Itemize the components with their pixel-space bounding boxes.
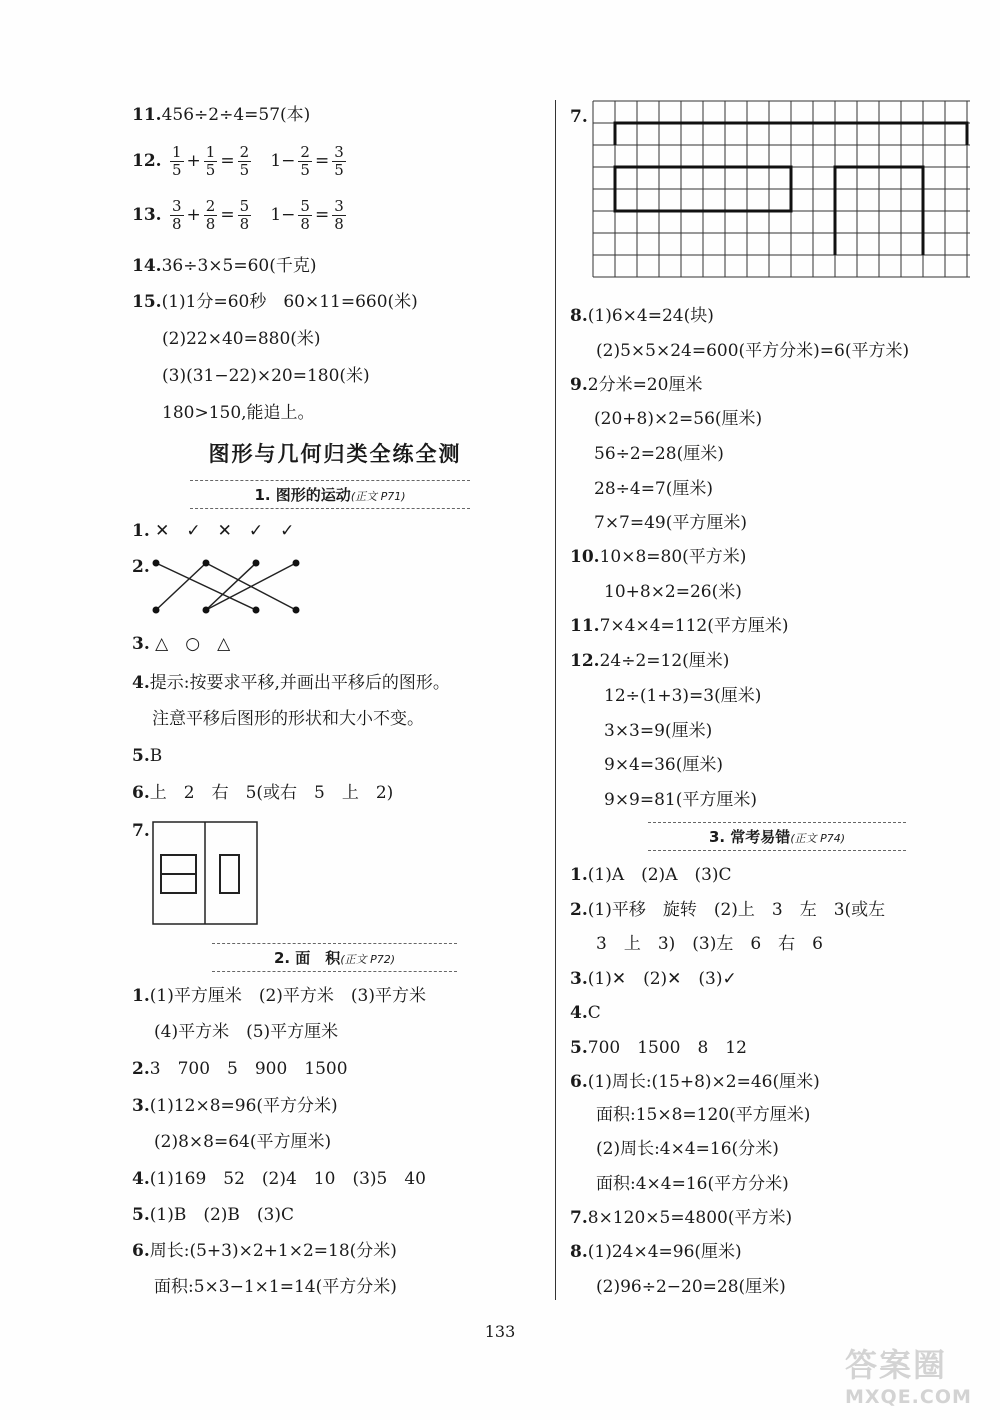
answer-12b: 12÷(1+3)=3(厘米) bbox=[604, 686, 762, 706]
answer-11: 11.456÷2÷4=57(本) bbox=[132, 105, 311, 125]
area-answer-1: 1.(1)平方厘米 (2)平方米 (3)平方米 bbox=[132, 986, 426, 1006]
shape-diagram bbox=[152, 820, 262, 926]
answer-12d: 9×4=36(厘米) bbox=[604, 755, 724, 775]
answer-11: 11.7×4×4=112(平方厘米) bbox=[570, 616, 789, 636]
error-answer-1: 1.(1)A (2)A (3)C bbox=[570, 865, 732, 885]
answer-15-3: (3)(31−22)×20=180(米) bbox=[162, 366, 370, 386]
fraction: $\frac{2}{5}$ bbox=[239, 143, 250, 179]
answer-9b: (20+8)×2=56(厘米) bbox=[594, 409, 763, 429]
area-answer-5: 5.(1)B (2)B (3)C bbox=[132, 1205, 294, 1225]
motion-answer-7: 7. bbox=[132, 821, 150, 841]
answer-12c: 3×3=9(厘米) bbox=[604, 721, 713, 741]
answer-12: 12.24÷2=12(厘米) bbox=[570, 651, 730, 671]
area-answer-6: 6.周长:(5+3)×2+1×2=18(分米) bbox=[132, 1241, 397, 1261]
motion-answer-4: 4.提示:按要求平移,并画出平移后的图形。 bbox=[132, 673, 450, 693]
fraction: $\frac{2}{8}$ bbox=[205, 197, 216, 233]
error-answer-2b: 3 上 3) (3)左 6 右 6 bbox=[596, 934, 823, 954]
area-answer-3b: (2)8×8=64(平方厘米) bbox=[154, 1132, 332, 1152]
area-answer-2: 2.3 700 5 900 1500 bbox=[132, 1059, 348, 1079]
area-answer-1b: (4)平方米 (5)平方厘米 bbox=[154, 1022, 339, 1042]
error-answer-6d: 面积:4×4=16(平方分米) bbox=[596, 1174, 789, 1194]
grid-answer-7: 7. bbox=[570, 107, 588, 127]
matching-lines-diagram bbox=[146, 558, 306, 618]
answer-9c: 56÷2=28(厘米) bbox=[594, 444, 724, 464]
column-divider bbox=[555, 100, 556, 1300]
motion-answer-6: 6.上 2 右 5(或右 5 上 2) bbox=[132, 783, 394, 803]
answer-9d: 28÷4=7(厘米) bbox=[594, 479, 714, 499]
area-answer-6b: 面积:5×3−1×1=14(平方分米) bbox=[154, 1277, 397, 1297]
answer-8: 8.(1)6×4=24(块) bbox=[570, 306, 714, 326]
error-answer-8b: (2)96÷2−20=28(厘米) bbox=[596, 1277, 786, 1297]
answer-12: 12. $\frac{1}{5}$ + $\frac{1}{5}$ = $\frac{2}{5}$ 1− $\frac{2}{5}$ = $\frac{3}{5}$ bbox=[132, 143, 344, 179]
area-answer-3: 3.(1)12×8=96(平方分米) bbox=[132, 1096, 338, 1116]
fraction: $\frac{5}{8}$ bbox=[239, 197, 250, 233]
error-answer-2: 2.(1)平移 旋转 (2)上 3 左 3(或左 bbox=[570, 900, 886, 920]
answer-15-4: 180>150,能追上。 bbox=[162, 403, 315, 423]
answer-9: 9.2分米=20厘米 bbox=[570, 375, 703, 395]
fraction: $\frac{3}{8}$ bbox=[334, 197, 344, 233]
area-answer-4: 4.(1)169 52 (2)4 10 (3)5 40 bbox=[132, 1169, 426, 1189]
answer-10: 10.10×8=80(平方米) bbox=[570, 547, 747, 567]
error-answer-5: 5.700 1500 8 12 bbox=[570, 1038, 747, 1058]
fraction: $\frac{2}{5}$ bbox=[300, 143, 310, 179]
fraction: $\frac{3}{8}$ bbox=[171, 197, 182, 233]
subsection-heading-3: 3. 常考易错(正文 P74) bbox=[648, 822, 906, 851]
answer-14: 14.36÷3×5=60(千克) bbox=[132, 256, 317, 276]
fraction: $\frac{1}{5}$ bbox=[171, 143, 182, 179]
motion-answer-4-note: 注意平移后图形的形状和大小不变。 bbox=[152, 709, 424, 729]
answer-10b: 10+8×2=26(米) bbox=[604, 582, 742, 602]
answer-8b: (2)5×5×24=600(平方分米)=6(平方米) bbox=[596, 341, 910, 361]
watermark: 答案圈 MXQE.COM bbox=[845, 1346, 972, 1408]
subsection-heading-2: 2. 面 积(正文 P72) bbox=[212, 943, 457, 972]
error-answer-8: 8.(1)24×4=96(厘米) bbox=[570, 1242, 742, 1262]
motion-answer-1: 1. ✕ ✓ ✕ ✓ ✓ bbox=[132, 521, 295, 541]
motion-answer-2: 2. bbox=[132, 557, 150, 577]
fraction: $\frac{5}{8}$ bbox=[300, 197, 310, 233]
error-answer-6c: (2)周长:4×4=16(分米) bbox=[596, 1139, 779, 1159]
error-answer-6: 6.(1)周长:(15+8)×2=46(厘米) bbox=[570, 1072, 820, 1092]
error-answer-7: 7.8×120×5=4800(平方米) bbox=[570, 1208, 793, 1228]
answer-9e: 7×7=49(平方厘米) bbox=[594, 513, 748, 533]
motion-answer-3: 3. △ ○ △ bbox=[132, 634, 231, 654]
answer-13: 13. $\frac{3}{8}$ + $\frac{2}{8}$ = $\frac{5}{8}$ 1− $\frac{5}{8}$ = $\frac{3}{8}$ bbox=[132, 197, 344, 233]
error-answer-3: 3.(1)✕ (2)✕ (3)✓ bbox=[570, 969, 737, 989]
answer-12e: 9×9=81(平方厘米) bbox=[604, 790, 758, 810]
motion-answer-5: 5.B bbox=[132, 746, 163, 766]
grid-diagram bbox=[592, 100, 970, 278]
section-title: 图形与几何归类全练全测 bbox=[208, 442, 462, 466]
answer-15: 15.(1)1分=60秒 60×11=660(米) bbox=[132, 292, 418, 312]
error-answer-4: 4.C bbox=[570, 1003, 601, 1023]
page-number: 133 bbox=[484, 1322, 516, 1341]
error-answer-6b: 面积:15×8=120(平方厘米) bbox=[596, 1105, 811, 1125]
answer-15-2: (2)22×40=880(米) bbox=[162, 329, 321, 349]
subsection-heading-1: 1. 图形的运动(正文 P71) bbox=[190, 480, 470, 509]
fraction: $\frac{1}{5}$ bbox=[205, 143, 216, 179]
fraction: $\frac{3}{5}$ bbox=[334, 143, 344, 179]
